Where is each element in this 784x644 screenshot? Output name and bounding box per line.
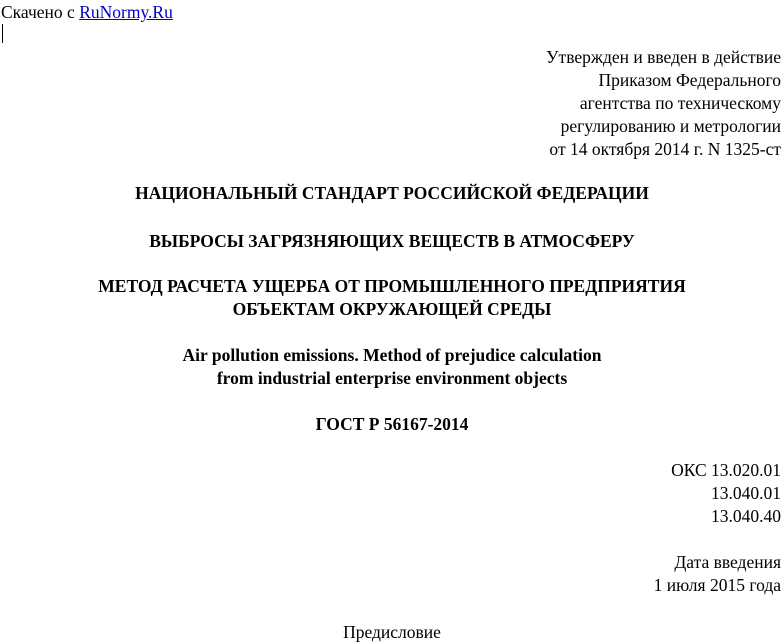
- approval-line: Утвержден и введен в действие: [546, 47, 781, 67]
- approval-line: агентства по техническому: [579, 93, 781, 113]
- classification-block: [671, 459, 781, 528]
- classification-line: ОКС 13.020.01: [671, 460, 781, 480]
- method-title-line: ОБЪЕКТАМ ОКРУЖАЮЩЕЙ СРЕДЫ: [232, 299, 552, 319]
- national-standard-title: НАЦИОНАЛЬНЫЙ СТАНДАРТ РОССИЙСКОЙ ФЕДЕРАЦИИ: [135, 183, 649, 203]
- approval-block: [546, 46, 781, 161]
- source-prefix: Скачено с: [1, 2, 80, 22]
- introduction-label: Дата введения: [674, 552, 781, 572]
- method-title: [0, 275, 784, 321]
- classification-line: 13.040.40: [711, 506, 781, 526]
- english-title-line: from industrial enterprise environment objects: [216, 368, 568, 388]
- approval-line: Приказом Федерального: [598, 70, 781, 90]
- classification-line: 13.040.01: [711, 483, 781, 503]
- approval-line: регулированию и метрологии: [560, 116, 781, 136]
- emissions-title: ВЫБРОСЫ ЗАГРЯЗНЯЮЩИХ ВЕЩЕСТВ В АТМОСФЕРУ: [149, 231, 635, 251]
- source-line: [1, 1, 173, 24]
- gost-number: ГОСТ Р 56167-2014: [315, 414, 469, 434]
- approval-line: от 14 октября 2014 г. N 1325-ст: [549, 139, 781, 159]
- english-title: [0, 344, 784, 390]
- introduction-date-block: [654, 551, 781, 597]
- method-title-line: МЕТОД РАСЧЕТА УЩЕРБА ОТ ПРОМЫШЛЕННОГО ПРЕДПРИЯТИЯ: [98, 276, 686, 296]
- runormy-link[interactable]: RuNormy.Ru: [79, 2, 173, 22]
- foreword-heading: Предисловие: [343, 622, 441, 642]
- introduction-date: 1 июля 2015 года: [653, 575, 781, 595]
- english-title-line: Air pollution emissions. Method of prejudice calculation: [182, 345, 602, 365]
- text-caret: [2, 24, 3, 43]
